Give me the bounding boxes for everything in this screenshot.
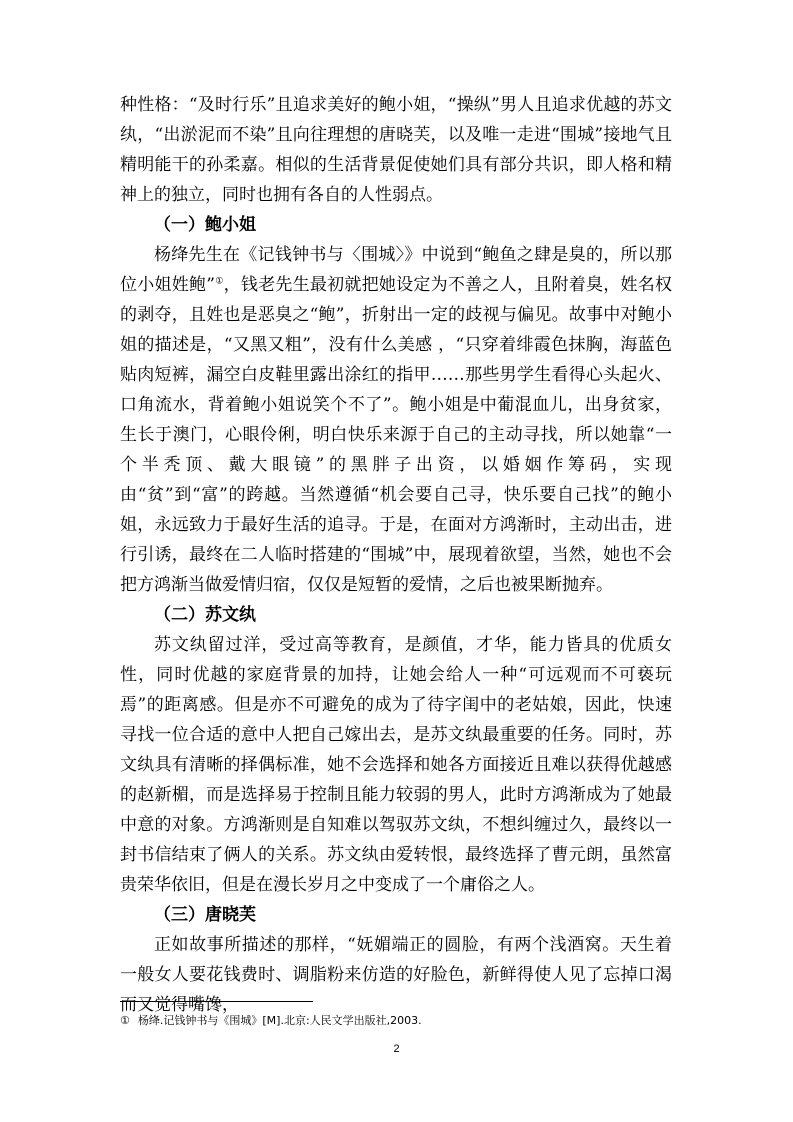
paragraph-text: 杨绛先生在《记钱钟书与〈围城〉》中说到“鲍鱼之肆是臭的，所以那位小姐姓鲍” (120, 245, 672, 295)
footnote-marker: ① (120, 1014, 130, 1027)
footnote (120, 1013, 680, 1029)
footnote-text: 杨绛.记钱钟书与《围城》[M].北京:人民文学出版社,2003. (137, 1014, 422, 1027)
section-paragraph-bao (120, 240, 672, 600)
footnote-divider (120, 1001, 313, 1002)
intro-paragraph: 种性格：“及时行乐”且追求美好的鲍小姐，“操纵”男人且追求优越的苏文纨，“出淤泥而不染”且向往理想的唐晓芙，以及唯一走进“围城”接地气且精明能干的孙柔嘉。相似的生活背景促使她们具有部分共识，即人格和精神上的独立，同时也拥有各自的人性弱点。 (120, 95, 672, 205)
document-body (120, 90, 672, 1020)
section-heading-bao: （一）鲍小姐 (154, 215, 256, 235)
section-paragraph-tang: 正如故事所描述的那样，“妩媚端正的圆脸，有两个浅酒窝。天生着一般女人要花钱费时、调脂粉来仿造的好脸色，新鲜得使人见了忘掉口渴而又觉得嘴馋， (120, 935, 672, 1015)
footnote-reference[interactable]: ① (214, 276, 224, 287)
section-heading-tang: （三）唐晓芙 (154, 905, 256, 925)
paragraph-text: ，钱老先生最初就把她设定为不善之人，且附着臭，姓名权的剥夺，且姓也是恶臭之“鲍”，折射出一定的歧视与偏见。故事中对鲍小姐的描述是，“又黑又粗”，没有什么美感 ，“只穿着绯霞色抹胸，海蓝色贴肉短裤，漏空白皮鞋里露出涂红的指甲……那些男学生看得心头起火、口角流水，背着鲍小姐说笑个不了”。鲍小姐是中葡混血儿，出身贫家，生长于澳门，心眼伶俐，明白快乐来源于自己的主动寻找，所以她靠“一个半秃顶、戴大眼镜”的黑胖子出资，以婚姻作筹码，实现由“贫”到“富”的跨越。当然遵循“机会要自己寻，快乐要自己找”的鲍小姐，永远致力于最好生活的追寻。于是，在面对方鸿渐时，主动出击，进行引诱，最终在二人临时搭建的“围城”中，展现着欲望，当然，她也不会把方鸿渐当做爱情归宿，仅仅是短暂的爱情，之后也被果断抛弃。 (120, 275, 672, 595)
page-number: 2 (393, 1043, 400, 1055)
section-paragraph-su: 苏文纨留过洋，受过高等教育，是颜值，才华，能力皆具的优质女性，同时优越的家庭背景的加持，让她会给人一种“可远观而不可亵玩焉”的距离感。但是亦不可避免的成为了待字闺中的老姑娘，因此，快速寻找一位合适的意中人把自己嫁出去，是苏文纨最重要的任务。同时，苏文纨具有清晰的择偶标准，她不会选择和她各方面接近且难以获得优越感的赵新楣，而是选择易于控制且能力较弱的男人，此时方鸿渐成为了她最中意的对象。方鸿渐则是自知难以驾驭苏文纨，不想纠缠过久，最终以一封书信结束了俩人的关系。苏文纨由爱转恨，最终选择了曹元朗，虽然富贵荣华依旧，但是在漫长岁月之中变成了一个庸俗之人。 (120, 635, 672, 895)
section-heading-su: （二）苏文纨 (154, 605, 256, 625)
